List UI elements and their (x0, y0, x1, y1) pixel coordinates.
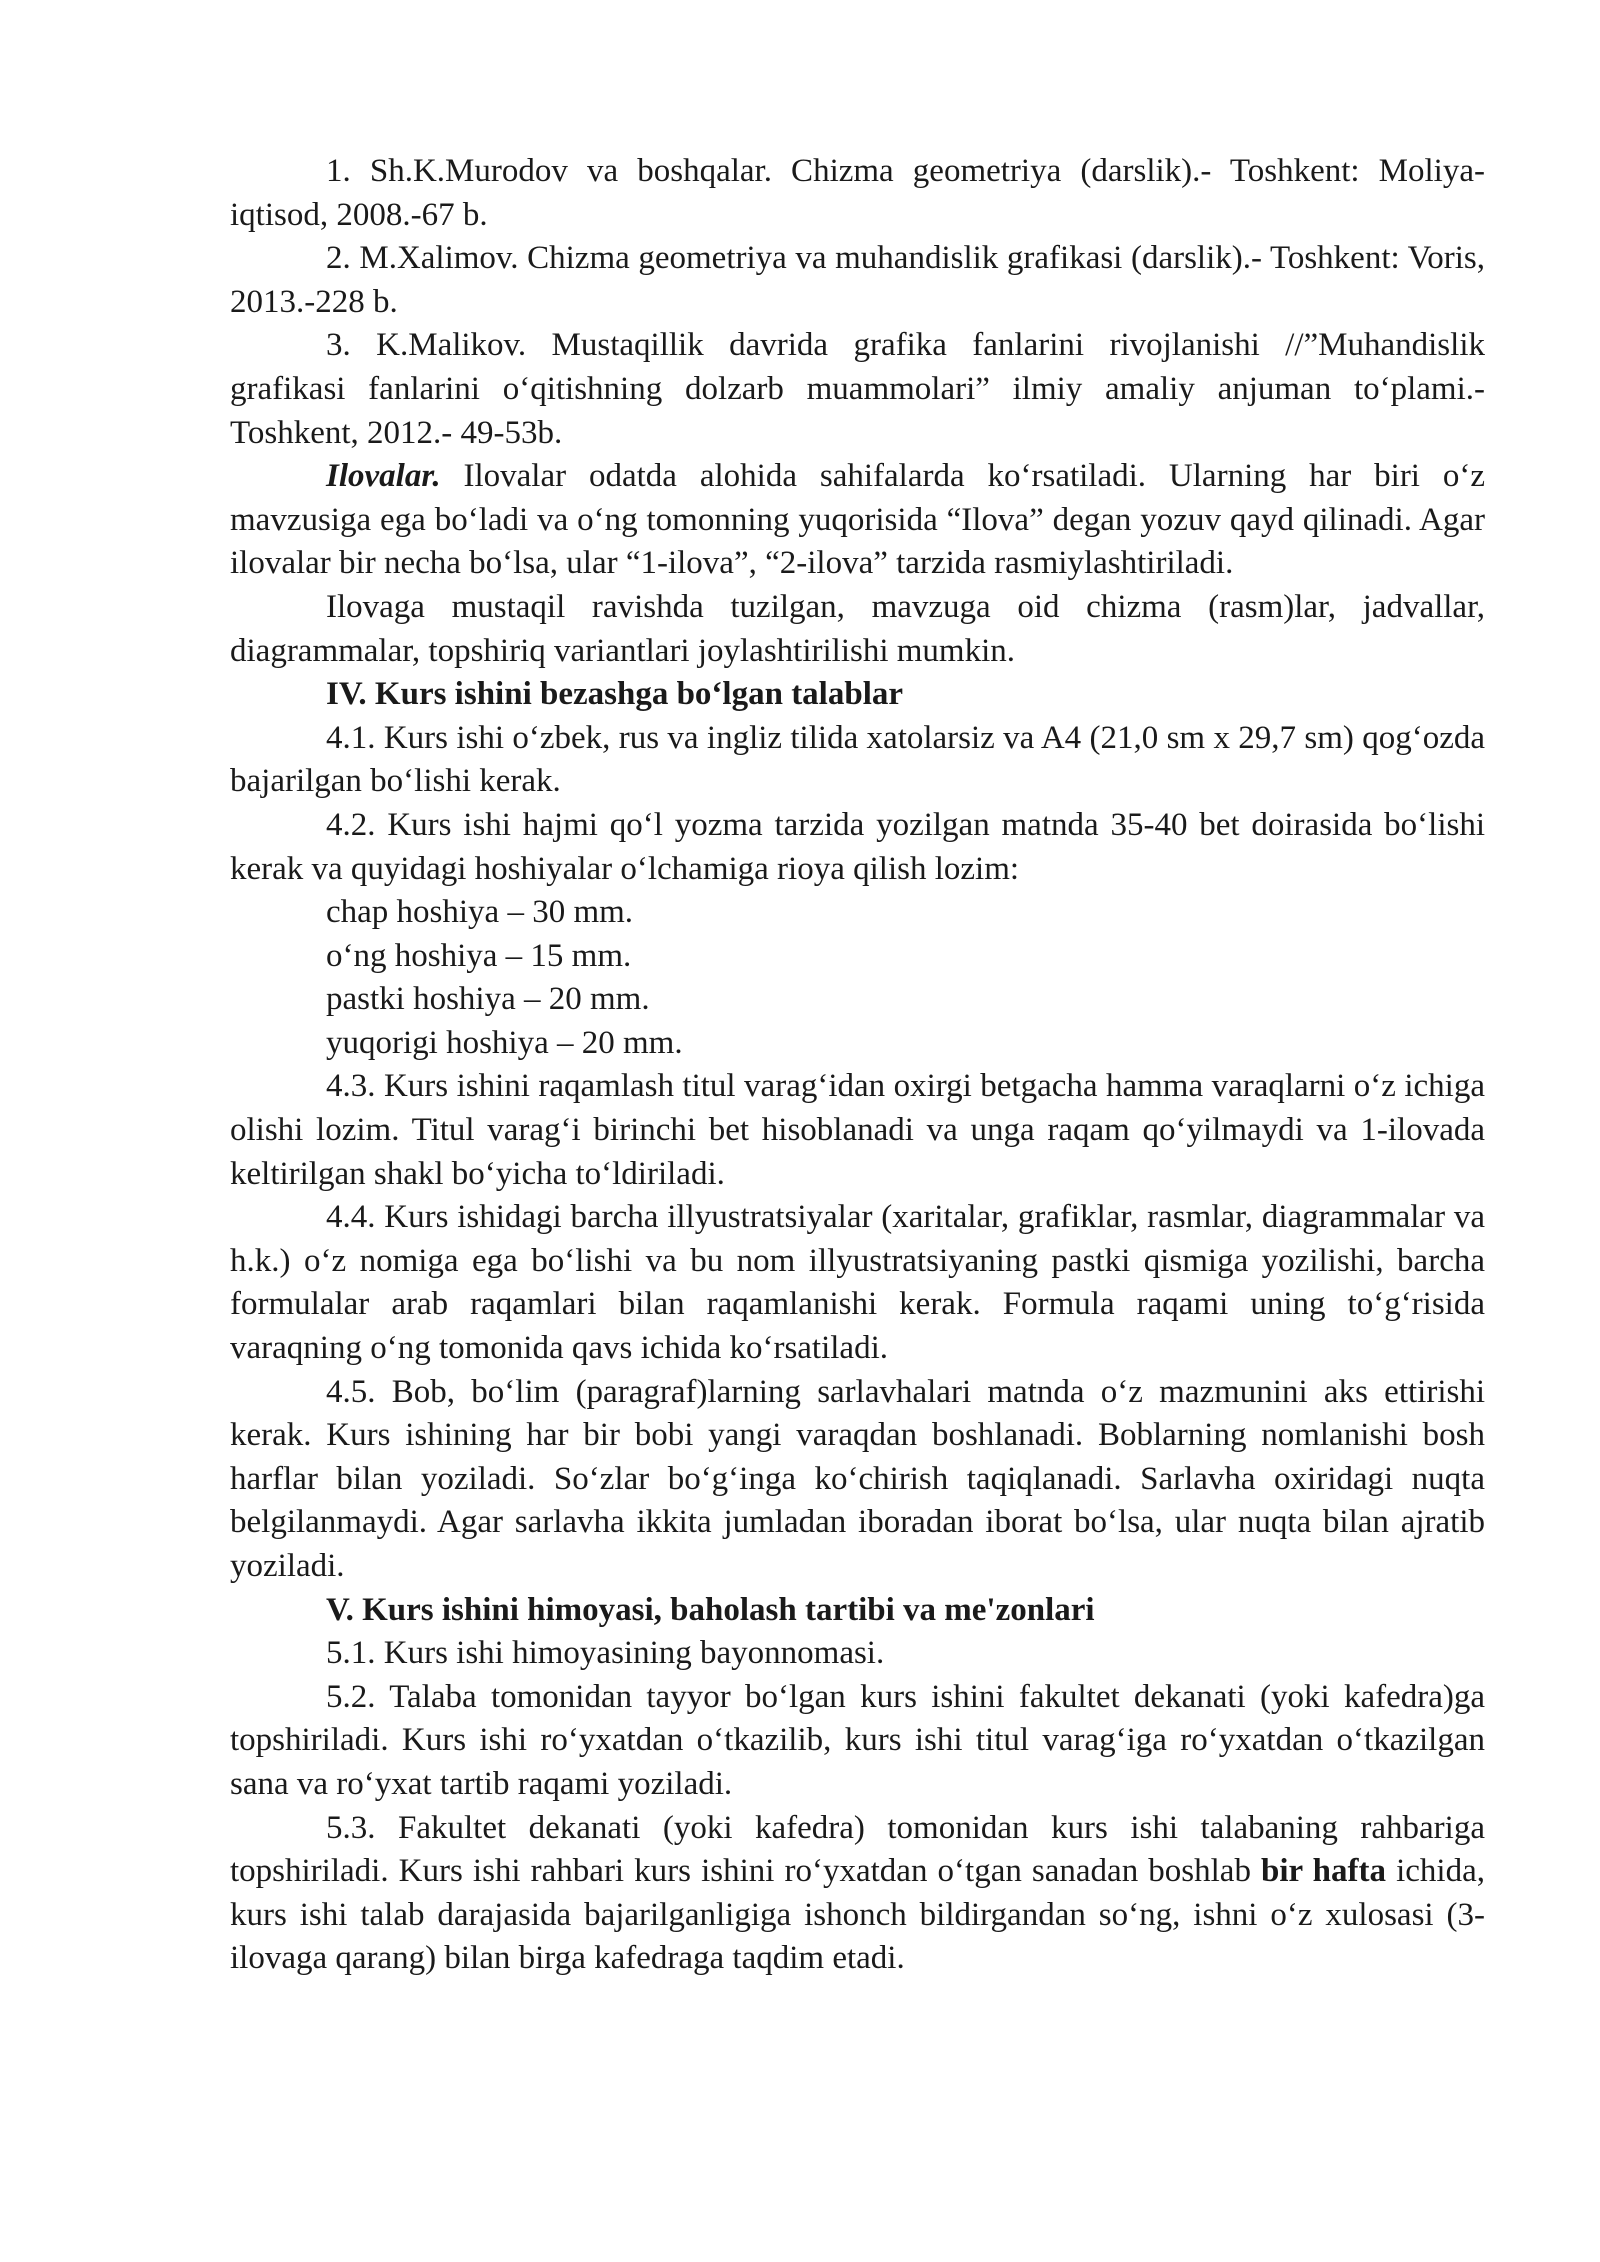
paragraph-text: ichida, kurs ishi talab darajasida bajarilganligiga ishonch bildirgandan so‘ng, ishni o‘z xulosasi (3-ilovaga qarang) bilan birga kafedraga taqdim etadi. (230, 1853, 1485, 1977)
paragraph: 5.2. Talaba tomonidan tayyor bo‘lgan kurs ishini fakultet dekanati (yoki kafedra)ga topshiriladi. Kurs ishi ro‘yxatdan o‘tkazilib, kurs ishi titul varag‘iga ro‘yxatdan o‘tkazilgan sana va ro‘yxat tartib raqami yoziladi. (230, 1678, 1485, 1802)
document-page (230, 150, 1485, 1981)
section-heading: IV. Kurs ishini bezashga bo‘lgan talablar (326, 676, 904, 713)
paragraph: 4.1. Kurs ishi o‘zbek, rus va ingliz tilida xatolarsiz va A4 (21,0 sm x 29,7 sm) qog‘ozda bajarilgan bo‘lishi kerak. (230, 719, 1485, 800)
margin-item: pastki hoshiya – 20 mm. (326, 981, 650, 1018)
paragraph (230, 1807, 1485, 1981)
emphasis-text: bir hafta (1261, 1853, 1387, 1890)
appendices-label: Ilovalar. (326, 458, 441, 495)
paragraph: 4.2. Kurs ishi hajmi qo‘l yozma tarzida yozilgan matnda 35-40 bet doirasida bo‘lishi kerak va quyidagi hoshiyalar o‘lchamiga rioya qilish lozim: (230, 806, 1485, 887)
margin-item: o‘ng hoshiya – 15 mm. (326, 937, 632, 974)
paragraph: 4.3. Kurs ishini raqamlash titul varag‘idan oxirgi betgacha hamma varaqlarni o‘z ichiga olishi lozim. Titul varag‘i birinchi bet hisoblanadi va unga raqam qo‘yilmaydi va 1-ilovada keltirilgan shakl bo‘yicha to‘ldiriladi. (230, 1068, 1485, 1192)
paragraph: 4.4. Kurs ishidagi barcha illyustratsiyalar (xaritalar, grafiklar, rasmlar, diagrammalar va h.k.) o‘z nomiga ega bo‘lishi va bu nom illyustratsiyaning pastki qismiga yozilishi, barcha formulalar arab raqamlari bilan raqamlanishi kerak. Formula raqami uning to‘g‘risida varaqning o‘ng tomonida qavs ichida ko‘rsatiladi. (230, 1199, 1485, 1367)
reference-item: 1. Sh.K.Murodov va boshqalar. Chizma geometriya (darslik).- Toshkent: Moliya-iqtisod, 2008.-67 b. (230, 153, 1485, 233)
reference-item: 3. K.Malikov. Mustaqillik davrida grafika fanlarini rivojlanishi //”Muhandislik grafikasi fanlarini o‘qitishning dolzarb muammolari” ilmiy amaliy anjuman to‘plami.- Toshkent, 2012.- 49-53b. (230, 327, 1485, 451)
margin-item: chap hoshiya – 30 mm. (326, 894, 634, 931)
appendices-paragraph-2: Ilovaga mustaqil ravishda tuzilgan, mavzuga oid chizma (rasm)lar, jadvallar, diagrammalar, topshiriq variantlari joylashtirilishi mumkin. (230, 588, 1485, 669)
paragraph-text: 5.3. Fakultet dekanati (yoki kafedra) tomonidan kurs ishi talabaning rahbariga topshiriladi. Kurs ishi rahbari kurs ishini ro‘yxatdan o‘tgan sanadan boshlab (230, 1809, 1485, 1890)
section-heading: V. Kurs ishini himoyasi, baholash tartibi va me'zonlari (326, 1591, 1095, 1628)
paragraph: 5.1. Kurs ishi himoyasining bayonnomasi. (326, 1635, 885, 1672)
appendices-text: Ilovalar odatda alohida sahifalarda ko‘rsatiladi. Ularning har biri o‘z mavzusiga ega bo‘ladi va o‘ng tomonning yuqorisida “Ilova” degan yozuv qayd qilinadi. Agar ilovalar bir necha bo‘lsa, ular “1-ilova”, “2-ilova” tarzida rasmiylashtiriladi. (230, 458, 1485, 582)
paragraph: 4.5. Bob, bo‘lim (paragraf)larning sarlavhalari matnda o‘z mazmunini aks ettirishi kerak. Kurs ishining har bir bobi yangi varaqdan boshlanadi. Boblarning nomlanishi bosh harflar bilan yoziladi. So‘zlar bo‘g‘inga ko‘chirish taqiqlanadi. Sarlavha oxiridagi nuqta belgilanmaydi. Agar sarlavha ikkita jumladan iboradan iborat bo‘lsa, ular nuqta bilan ajratib yoziladi. (230, 1373, 1485, 1584)
appendices-paragraph (230, 455, 1485, 586)
reference-item: 2. M.Xalimov. Chizma geometriya va muhandislik grafikasi (darslik).- Toshkent: Voris, 2013.-228 b. (230, 240, 1485, 320)
margin-item: yuqorigi hoshiya – 20 mm. (326, 1024, 683, 1061)
